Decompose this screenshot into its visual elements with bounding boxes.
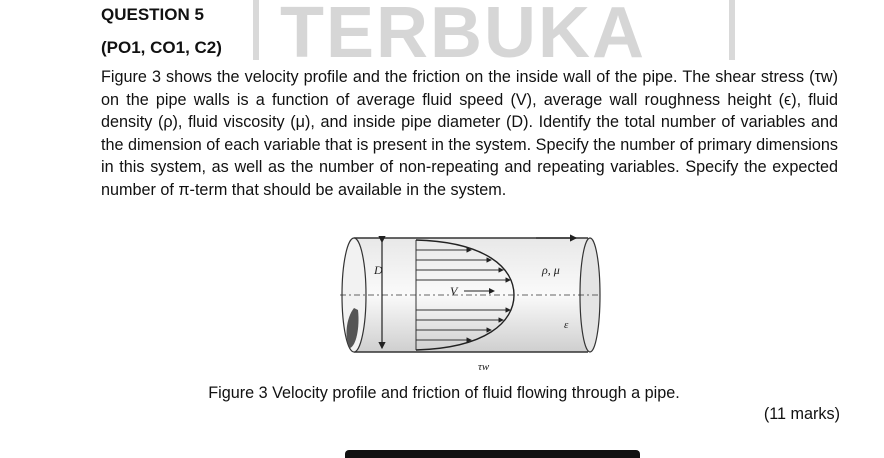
label-velocity: V bbox=[450, 284, 458, 298]
watermark-text: TERBUKA bbox=[280, 0, 646, 73]
label-density-viscosity: ρ, μ bbox=[542, 263, 560, 277]
label-shear-stress: τw bbox=[478, 361, 490, 373]
figure-caption: Figure 3 Velocity profile and friction of fluid flowing through a pipe. bbox=[208, 384, 680, 402]
marks-label: (11 marks) bbox=[763, 405, 840, 423]
label-roughness: ε bbox=[564, 319, 569, 331]
bottom-scroll-bar bbox=[345, 450, 640, 458]
pipe-velocity-figure bbox=[336, 228, 604, 378]
question-title: QUESTION 5 bbox=[101, 5, 204, 24]
label-diameter: D bbox=[374, 263, 383, 277]
question-codes: (PO1, CO1, C2) bbox=[101, 38, 222, 57]
question-paragraph: Figure 3 shows the velocity profile and the friction on the inside wall of the pipe. The shear stress (τw) on the pipe walls is a function of average fluid speed (V), average wall roughness height (ϵ), fluid density (ρ), fluid viscosity (μ), and inside pipe diameter (D). Identify the total number of variables and the dimension of each variable that is present in the system. Specify the number of primary dimensions in this system, as well as the number of non-repeating and repeating variables. Specify the expected number of π-term that should be available in the system. bbox=[101, 68, 838, 199]
